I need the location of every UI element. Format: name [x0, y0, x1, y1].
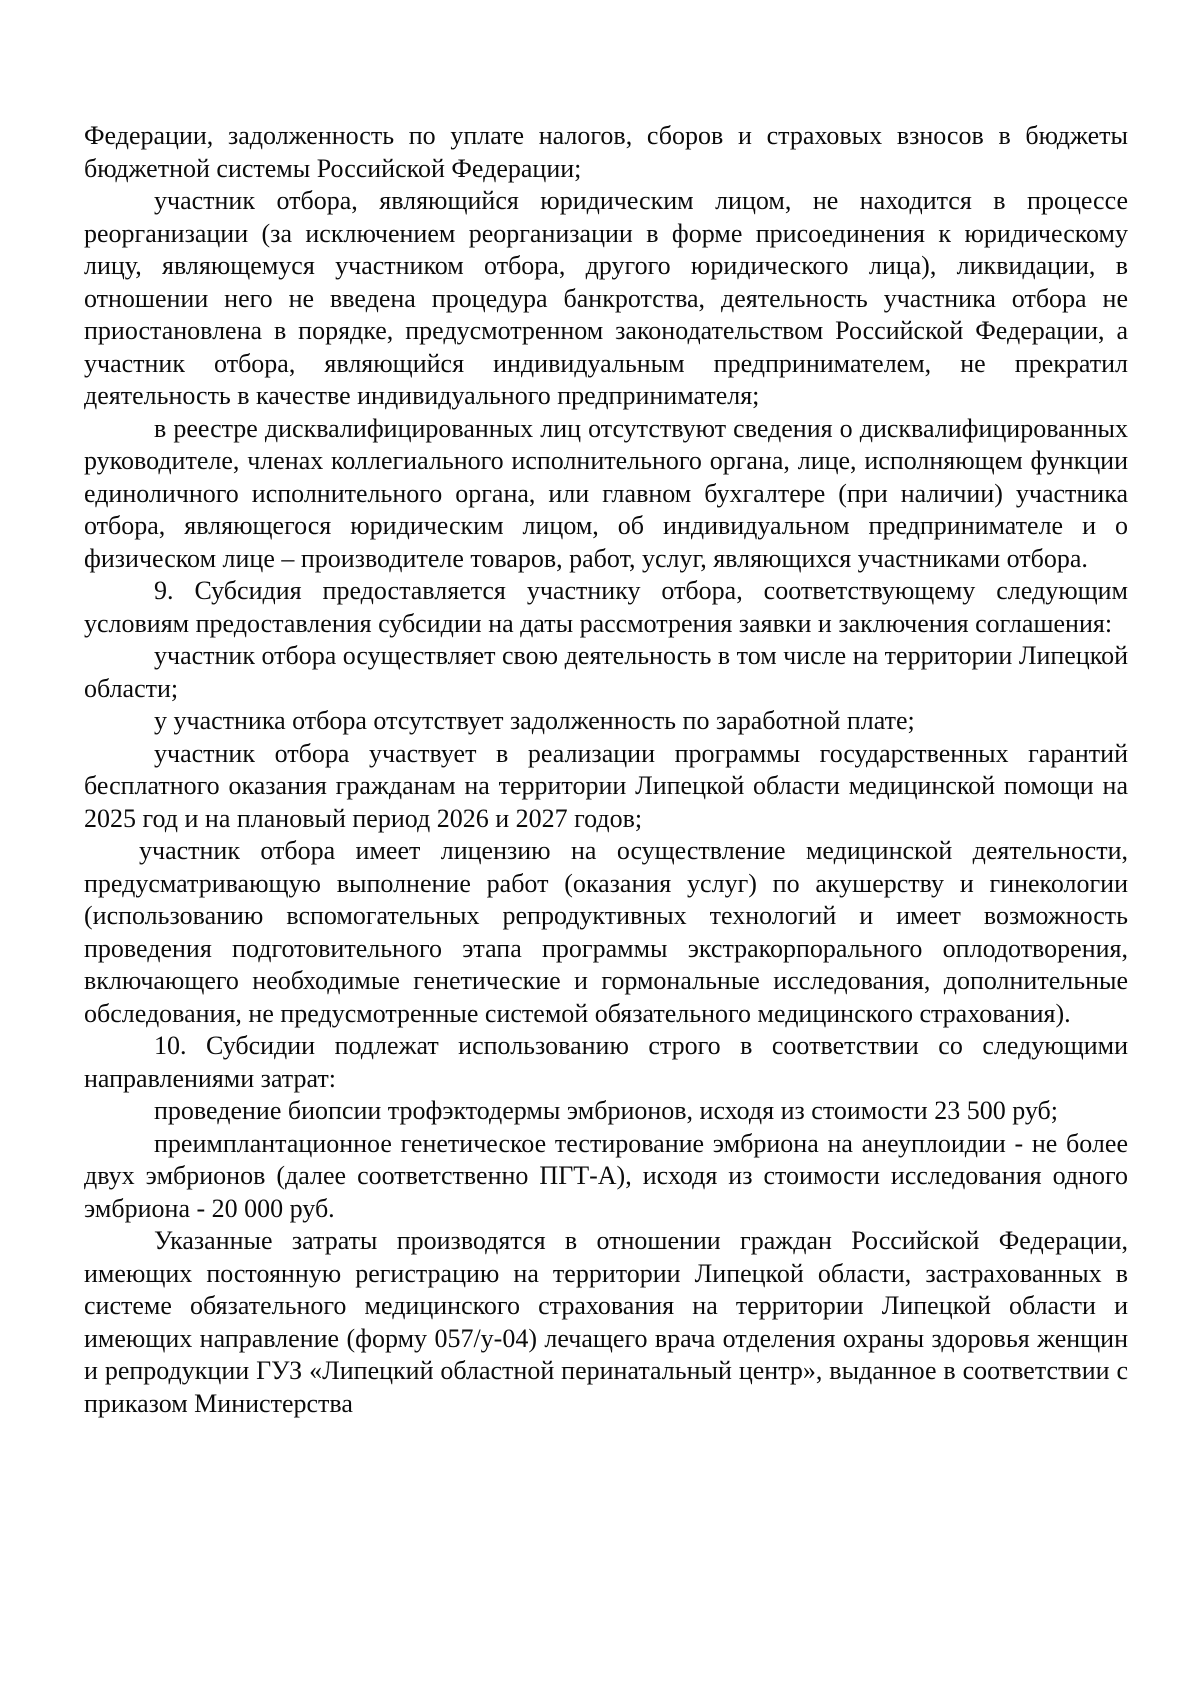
paragraph-state-guarantees: участник отбора участвует в реализации программы государственных гарантий бесплатного оказания гражданам на территории Липецкой области медицинской помощи на 2025 год и на плановый период 2026 и 2027 годов; [84, 738, 1128, 833]
paragraph-biopsy-cost: проведение биопсии трофэктодермы эмбрионов, исходя из стоимости 23 500 руб; [154, 1096, 1058, 1125]
paragraph-salary-debt: у участника отбора отсутствует задолженность по заработной плате; [154, 706, 915, 735]
paragraph-territory: участник отбора осуществляет свою деятельность в том числе на территории Липецкой области; [84, 641, 1128, 703]
document-body [84, 120, 1128, 1420]
paragraph-debt-continuation: Федерации, задолженность по уплате налогов, сборов и страховых взносов в бюджеты бюджетной системы Российской Федерации; [84, 121, 1128, 183]
paragraph-clause-9: 9. Субсидия предоставляется участнику отбора, соответствующему следующим условиям предоставления субсидии на даты рассмотрения заявки и заключения соглашения: [84, 576, 1128, 638]
paragraph-license: участник отбора имеет лицензию на осуществление медицинской деятельности, предусматривающую выполнение работ (оказания услуг) по акушерству и гинекологии (использованию вспомогательных репродуктивных технологий и имеет возможность проведения подготовительного этапа программы экстракорпорального оплодотворения, включающего необходимые генетические и гормональные исследования, дополнительные обследования, не предусмотренные системой обязательного медицинского страхования). [84, 836, 1128, 1028]
paragraph-clause-10: 10. Субсидии подлежат использованию строго в соответствии со следующими направлениями затрат: [84, 1031, 1128, 1093]
paragraph-pgt-a-cost: преимплантационное генетическое тестирование эмбриона на анеуплоидии - не более двух эмбрионов (далее соответственно ПГТ-А), исходя из стоимости исследования одного эмбриона - 20 000 руб. [84, 1128, 1128, 1223]
paragraph-eligible-citizens: Указанные затраты производятся в отношении граждан Российской Федерации, имеющих постоянную регистрацию на территории Липецкой области, застрахованных в системе обязательного медицинского страхования на территории Липецкой области и имеющих направление (форму 057/у-04) лечащего врача отделения охраны здоровья женщин и репродукции ГУЗ «Липецкий областной перинатальный центр», выданное в соответствии с приказом Министерства [84, 1226, 1128, 1418]
paragraph-reorganization: участник отбора, являющийся юридическим лицом, не находится в процессе реорганизации (за исключением реорганизации в форме присоединения к юридическому лицу, являющемуся участником отбора, другого юридического лица), ликвидации, в отношении него не введена процедура банкротства, деятельность участника отбора не приостановлена в порядке, предусмотренном законодательством Российской Федерации, а участник отбора, являющийся индивидуальным предпринимателем, не прекратил деятельность в качестве индивидуального предпринимателя; [84, 186, 1128, 410]
paragraph-disqualified-registry: в реестре дисквалифицированных лиц отсутствуют сведения о дисквалифицированных руководителе, членах коллегиального исполнительного органа, лице, исполняющем функции единоличного исполнительного органа, или главном бухгалтере (при наличии) участника отбора, являющегося юридическим лицом, об индивидуальном предпринимателе и о физическом лице – производителе товаров, работ, услуг, являющихся участниками отбора. [84, 413, 1128, 573]
